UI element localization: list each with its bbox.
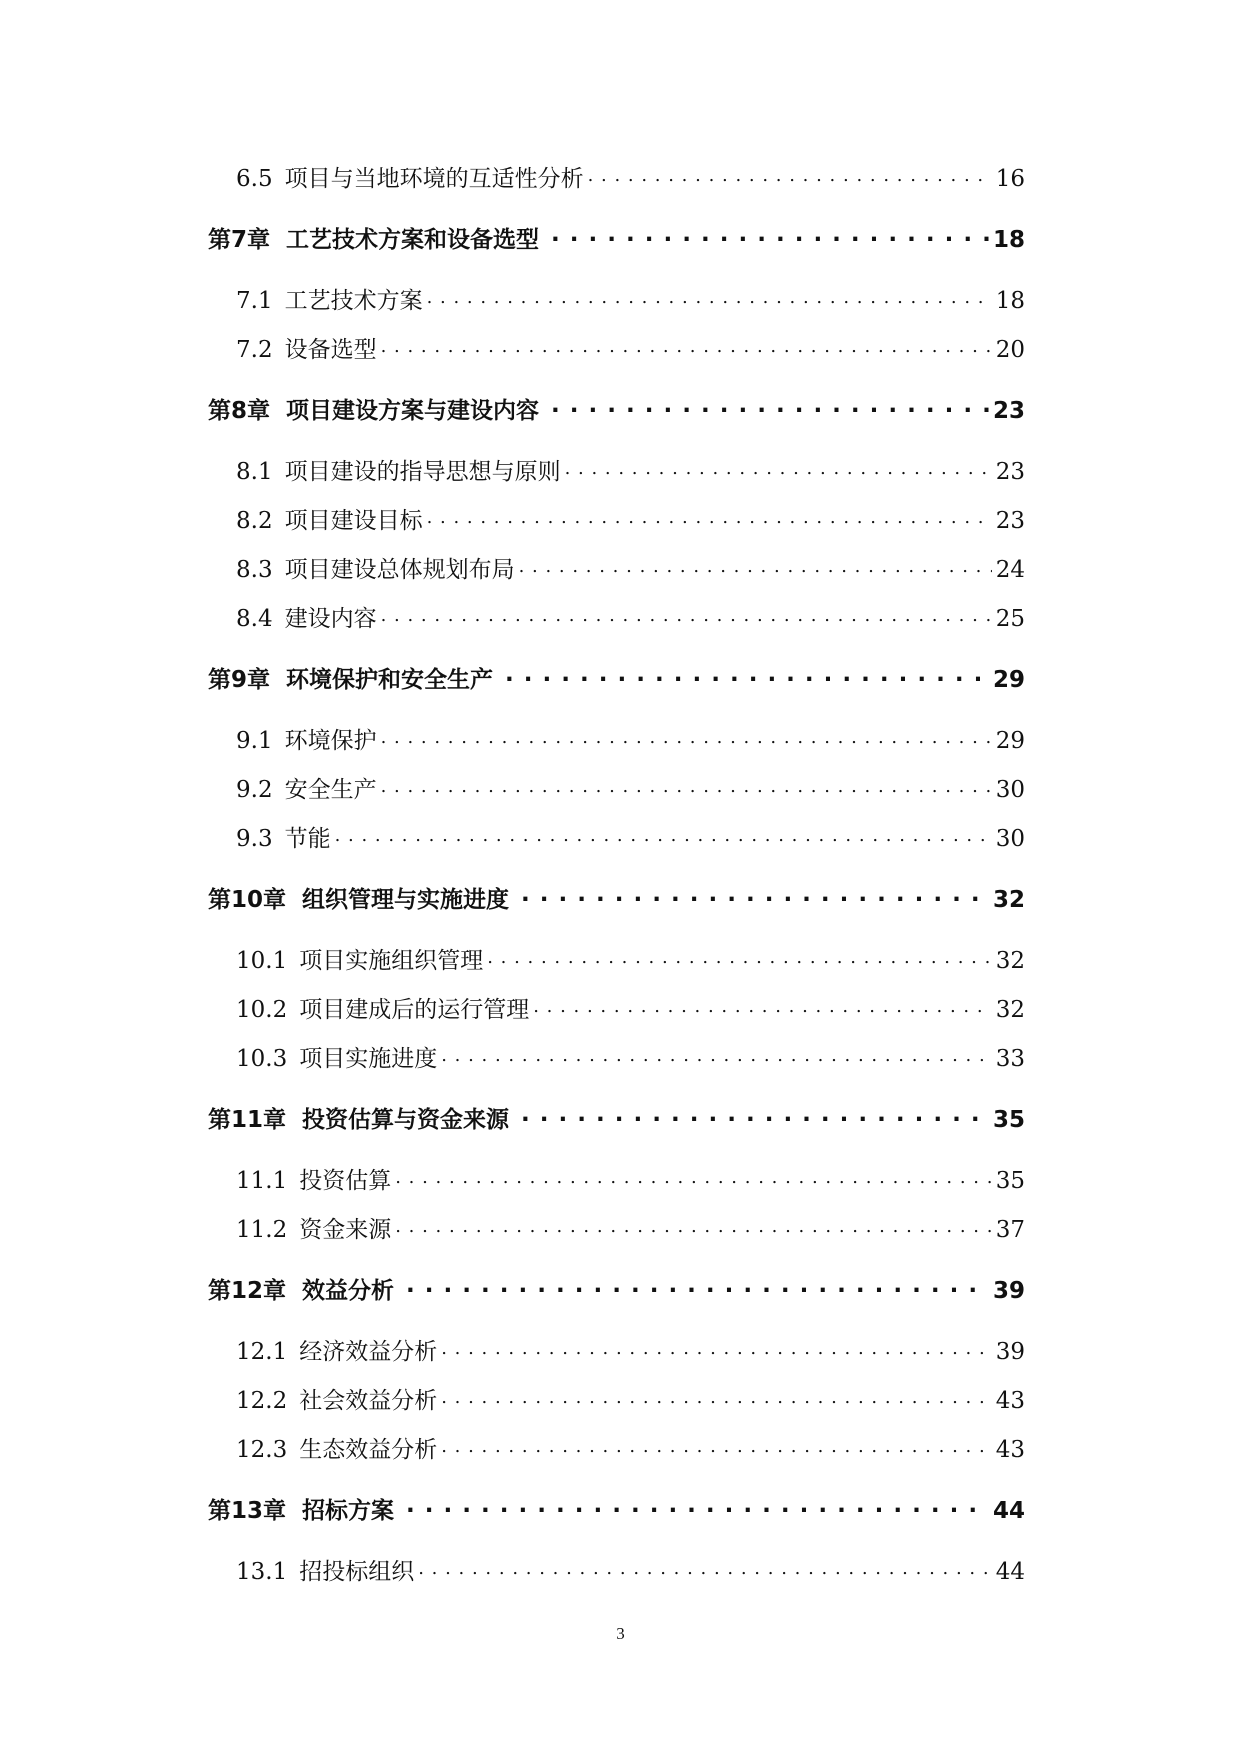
toc-entry-page: 43 [995,1388,1025,1414]
toc-chapter-number: 第9章 [208,667,271,693]
toc-entry[interactable] [236,771,1025,804]
toc-entry-page: 32 [995,948,1025,974]
toc-chapter-number: 第13章 [208,1498,287,1524]
toc-entry-title: 招投标组织 [299,1559,415,1585]
toc-leader-dots [551,395,989,418]
toc-entry-number: 12.2 [236,1388,288,1414]
toc-entry-page: 43 [995,1437,1025,1463]
toc-leader-dots [381,725,992,748]
toc-entry-title: 生态效益分析 [299,1437,438,1463]
toc-entry-title: 项目建设目标 [284,508,423,534]
toc-chapter-title: 组织管理与实施进度 [302,887,510,913]
toc-leader-dots [418,1556,992,1579]
toc-entry[interactable] [236,820,1025,853]
toc-chapter-number: 第7章 [208,227,271,253]
toc-chapter-page: 32 [992,887,1025,913]
toc-chapter-entry[interactable] [208,221,1025,254]
toc-entry-number: 10.2 [236,997,288,1023]
toc-chapter-entry[interactable] [208,661,1025,694]
toc-entry[interactable] [236,331,1025,364]
toc-leader-dots [441,1434,992,1457]
toc-entry[interactable] [236,160,1025,193]
toc-entry-title: 项目实施组织管理 [299,948,484,974]
toc-entry-number: 6.5 [236,166,273,192]
toc-chapter-entry[interactable] [208,392,1025,425]
toc-chapter-entry[interactable] [208,1272,1025,1305]
toc-chapter-entry[interactable] [208,1492,1025,1525]
toc-leader-dots [565,456,992,479]
toc-entry-page: 23 [995,508,1025,534]
toc-entry-page: 23 [995,459,1025,485]
toc-entry-number: 8.2 [236,508,273,534]
toc-entry-number: 9.3 [236,826,273,852]
toc-leader-dots [505,664,989,687]
toc-chapter-page: 39 [992,1278,1025,1304]
toc-entry-title: 工艺技术方案 [284,288,423,314]
toc-chapter-entry[interactable] [208,1101,1025,1134]
toc-leader-dots [381,334,992,357]
toc-entry-title: 项目与当地环境的互适性分析 [284,166,584,192]
toc-entry[interactable] [236,453,1025,486]
toc-chapter-page: 23 [992,398,1025,424]
toc-entry-page: 25 [995,606,1025,632]
toc-entry-number: 12.1 [236,1339,288,1365]
toc-chapter-page: 29 [992,667,1025,693]
toc-entry-title: 社会效益分析 [299,1388,438,1414]
toc-chapter-title: 项目建设方案与建设内容 [286,398,540,424]
toc-chapter-number: 第10章 [208,887,287,913]
toc-entry-number: 10.1 [236,948,288,974]
toc-leader-dots [533,994,992,1017]
toc-entry-page: 37 [995,1217,1025,1243]
toc-entry[interactable] [236,551,1025,584]
toc-entry-title: 项目建成后的运行管理 [299,997,530,1023]
toc-leader-dots [395,1214,992,1237]
toc-leader-dots [588,163,992,186]
toc-entry-title: 设备选型 [284,337,377,363]
toc-entry-number: 12.3 [236,1437,288,1463]
toc-leader-dots [441,1336,992,1359]
toc-entry-page: 20 [995,337,1025,363]
toc-entry-page: 30 [995,826,1025,852]
toc-entry-number: 11.2 [236,1217,288,1243]
toc-entry[interactable] [236,1431,1025,1464]
toc-entry[interactable] [236,1333,1025,1366]
toc-leader-dots [519,554,992,577]
toc-chapter-number: 第12章 [208,1278,287,1304]
toc-entry-title: 安全生产 [284,777,377,803]
toc-entry-page: 30 [995,777,1025,803]
toc-leader-dots [521,1104,989,1127]
toc-chapter-number: 第11章 [208,1107,287,1133]
toc-entry-number: 8.1 [236,459,273,485]
toc-leader-dots [441,1385,992,1408]
toc-entry-number: 7.2 [236,337,273,363]
toc-entry[interactable] [236,942,1025,975]
toc-entry-number: 8.3 [236,557,273,583]
toc-chapter-page: 35 [992,1107,1025,1133]
toc-leader-dots [406,1275,989,1298]
toc-entry-page: 29 [995,728,1025,754]
toc-chapter-number: 第8章 [208,398,271,424]
toc-entry-page: 24 [995,557,1025,583]
toc-leader-dots [427,285,992,308]
toc-entry[interactable] [236,502,1025,535]
toc-chapter-title: 环境保护和安全生产 [286,667,494,693]
toc-entry-title: 项目实施进度 [299,1046,438,1072]
toc-entry[interactable] [236,1382,1025,1415]
toc-entry[interactable] [236,1211,1025,1244]
toc-entry-title: 节能 [284,826,331,852]
toc-entry-number: 9.2 [236,777,273,803]
toc-entry-number: 9.1 [236,728,273,754]
toc-entry-title: 经济效益分析 [299,1339,438,1365]
toc-entry[interactable] [236,1553,1025,1586]
toc-entry-title: 投资估算 [299,1168,392,1194]
toc-chapter-title: 效益分析 [302,1278,395,1304]
toc-entry-page: 32 [995,997,1025,1023]
toc-entry-title: 环境保护 [284,728,377,754]
toc-entry[interactable] [236,1040,1025,1073]
toc-leader-dots [427,505,992,528]
toc-leader-dots [335,823,992,846]
toc-entry-number: 11.1 [236,1168,288,1194]
toc-leader-dots [521,884,989,907]
toc-entry-number: 7.1 [236,288,273,314]
page-number: 3 [616,1624,625,1643]
toc-chapter-title: 投资估算与资金来源 [302,1107,510,1133]
toc-entry-page: 44 [995,1559,1025,1585]
toc-leader-dots [381,603,992,626]
toc-entry-page: 33 [995,1046,1025,1072]
toc-leader-dots [406,1495,989,1518]
toc-leader-dots [487,945,992,968]
toc-entry-title: 项目建设的指导思想与原则 [284,459,561,485]
toc-entry-page: 18 [995,288,1025,314]
toc-entry[interactable] [236,600,1025,633]
toc-leader-dots [381,774,992,797]
toc-entry-page: 35 [995,1168,1025,1194]
toc-entry[interactable] [236,1162,1025,1195]
toc-chapter-page: 18 [992,227,1025,253]
toc-entry-title: 资金来源 [299,1217,392,1243]
toc-entry[interactable] [236,991,1025,1024]
toc-leader-dots [395,1165,992,1188]
toc-entry[interactable] [236,282,1025,315]
toc-entry-page: 16 [995,166,1025,192]
toc-chapter-title: 招标方案 [302,1498,395,1524]
toc-entry-number: 8.4 [236,606,273,632]
toc-entry-title: 建设内容 [284,606,377,632]
toc-entry-number: 10.3 [236,1046,288,1072]
toc-entry[interactable] [236,722,1025,755]
toc-leader-dots [441,1043,992,1066]
toc-entry-number: 13.1 [236,1559,288,1585]
toc-chapter-page: 44 [992,1498,1025,1524]
toc-chapter-title: 工艺技术方案和设备选型 [286,227,540,253]
toc-leader-dots [551,224,989,247]
toc-entry-page: 39 [995,1339,1025,1365]
toc-entry-title: 项目建设总体规划布局 [284,557,515,583]
toc-chapter-entry[interactable] [208,881,1025,914]
